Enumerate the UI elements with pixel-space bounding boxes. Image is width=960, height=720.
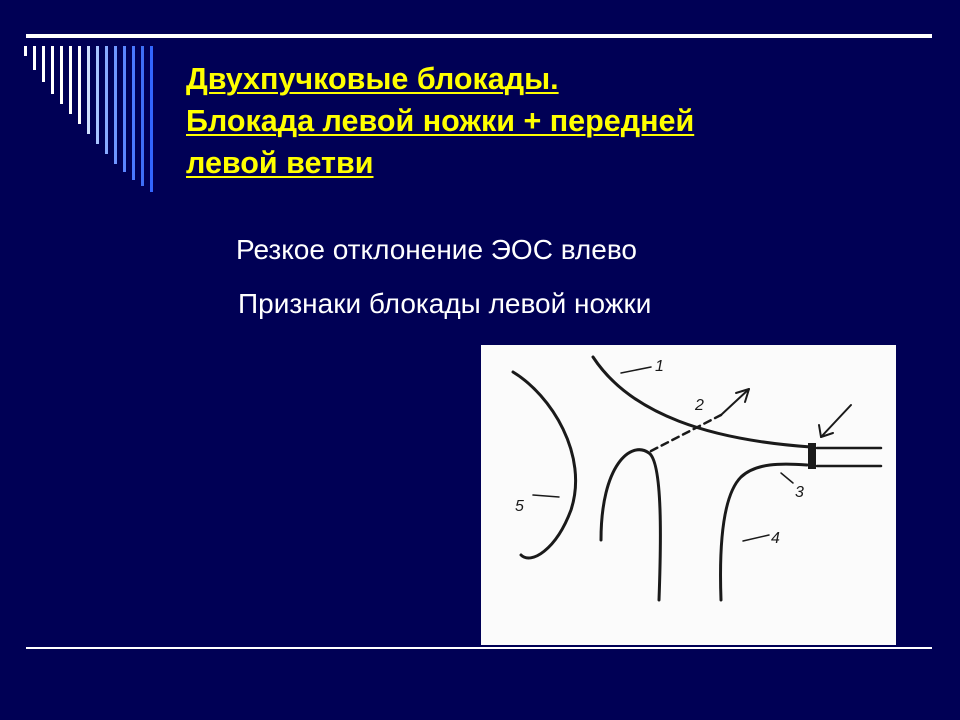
title-line-3: левой ветви — [186, 146, 374, 180]
slide-title — [186, 58, 926, 184]
decorative-stripes-icon — [22, 46, 162, 196]
body-line-lbbb-signs: Признаки блокады левой ножки — [238, 288, 652, 319]
figure-label-5: 5 — [515, 498, 524, 515]
figure-label-4: 4 — [771, 530, 780, 547]
figure-label-2: 2 — [695, 397, 704, 414]
figure-label-1: 1 — [655, 358, 664, 375]
body-line-axis-deviation: Резкое отклонение ЭОС влево — [236, 234, 637, 265]
title-line-1: Двухпучковые блокады. — [186, 62, 559, 96]
conduction-diagram-icon — [481, 345, 896, 645]
figure-label-3: 3 — [795, 484, 804, 501]
conduction-diagram — [481, 345, 896, 645]
top-divider — [26, 34, 932, 38]
title-line-2: Блокада левой ножки + передней — [186, 104, 695, 138]
bottom-divider — [26, 647, 932, 649]
